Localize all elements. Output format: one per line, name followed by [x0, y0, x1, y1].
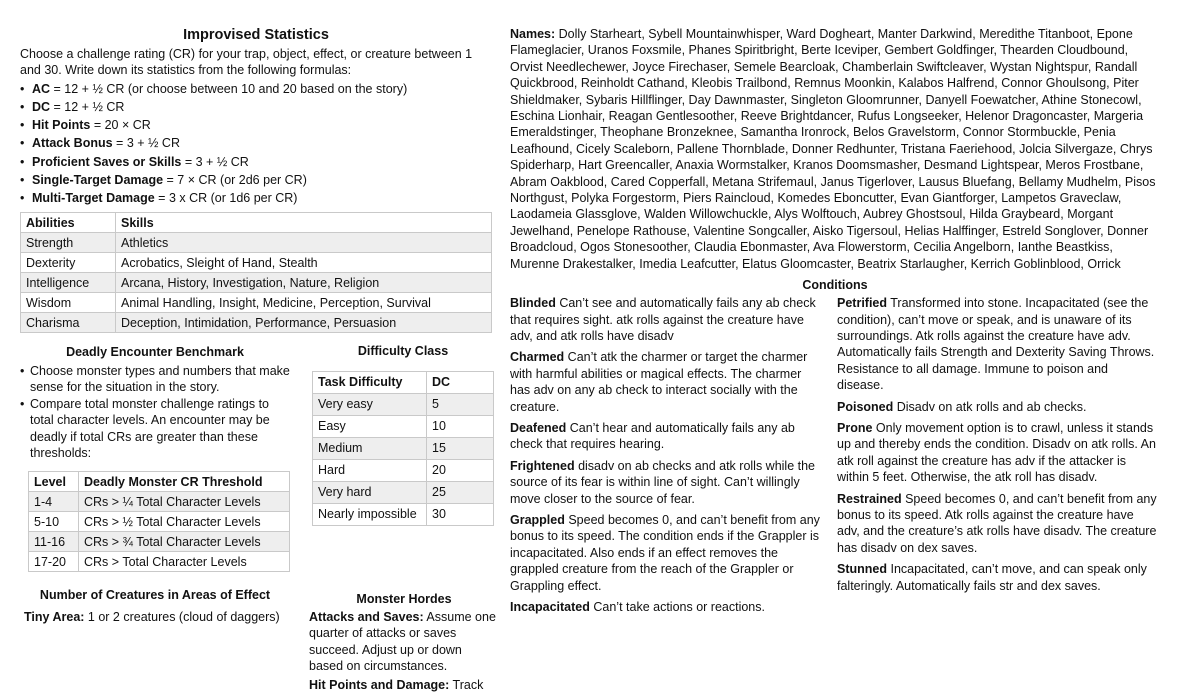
table-row: 1-4 CRs > ¼ Total Character Levels: [29, 492, 290, 512]
condition-item: Incapacitated Can’t take actions or reactions.: [510, 600, 765, 614]
benchmark-list: [20, 363, 290, 461]
condition-item: Deafened Can’t hear and automatically fails any ab check that requires hearing.: [510, 420, 795, 452]
formula-item: • Hit Points = 20 × CR: [20, 116, 492, 134]
right-column: [510, 0, 1160, 614]
table-row: Very easy 5: [313, 394, 494, 416]
table-row: Dexterity Acrobatics, Sleight of Hand, Stealth: [21, 253, 492, 273]
table-row: Strength Athletics: [21, 233, 492, 253]
condition-item: Prone Only movement option is to crawl, unless it stands up and thereby ends the condition. Disadv on atk rolls. An atk roll against the creature has adv if the attacker is within 5 feet. Otherwise, the atk roll has disadv.: [837, 420, 1156, 485]
page-title: Improvised Statistics: [183, 27, 329, 43]
hit-points-damage-text: Hit Points and Damage: Track: [309, 677, 484, 692]
section-title: Difficulty Class: [357, 344, 449, 358]
intro-text: Choose a challenge rating (CR) for your trap, object, effect, or creature between 1 and 30. Write down its statistics from the following formulas:: [20, 47, 473, 78]
table-row: 5-10 CRs > ½ Total Character Levels: [29, 512, 290, 532]
conditions-column-left: [510, 295, 822, 620]
table-row: Hard 20: [313, 460, 494, 482]
formula-list: [20, 80, 492, 207]
table-row: Wisdom Animal Handling, Insight, Medicine, Perception, Survival: [21, 293, 492, 313]
section-title: Monster Hordes: [356, 592, 452, 606]
formula-item: • Attack Bonus = 3 + ½ CR: [20, 134, 492, 152]
table-row: Very hard 25: [313, 482, 494, 504]
attacks-saves-text: Attacks and Saves: Assume one quarter of attacks or saves succeed. Adjust up or down based on circumstances.: [309, 610, 496, 674]
abilities-table: [20, 212, 492, 333]
left-column: [20, 0, 496, 692]
names-list: Names: Dolly Starheart, Sybell Mountainwhisper, Ward Dogheart, Manter Darkwind, Meredithe Titanboot, Epone Flameglacier, Uranos Foxsmile, Phanes Spiritbright, Berte Iceviper, Gembert Goldfinger, Thearden Cloudbound, Orvist Needlechewer, Joyce Firechaser, Semele Bearcloak, Chamberlain Swiftcleaver, Wystan Nightspur, Randall Quickbrood, Reinholdt Cathand, Kleobis Trailbond, Remnus Moonkin, Kalabos Halfrend, Connor Ghoulsong, Piter Shieldmaker, Sybaris Hillflinger, Day Dawnmaster, Singleton Gloomrunner, Danyell Foewatcher, Athine Stonecowl, Eschina Lionhair, Reagan Gentlesoother, Reeve Brightdancer, Rufus Longseeker, Helenor Dragoncaster, Margeria Emeraldstinger, Theophane Bronzeknee, Samantha Ironrock, Belos Gravelstorm, Connor Stormbuckle, Penia Leafhound, Cicely Scaleborn, Pallene Thornblade, Donner Redhunter, Tristana Faeriehood, Jolcia Silvergaze, Chrys Spiderharp, Hart Greencaller, Anaxia Wormstalker, Kranos Doomsmasher, Desmand Lightspear, Meros Frostbane, Abram Oakblood, Cared Copperfall, Metana Strifemaul, Janus Tigerlover, Lausus Bluefang, Bellamy Mudhelm, Pisos Northgust, Polyka Forgestorm, Piers Raincloud, Komedes Eboncutter, Evan Giantforger, Lampetos Graveclaw, Laodameia Glassglove, Walden Willowchuckle, Alys Wolftouch, Aubrey Ghostsoul, Hilda Graybeard, Morgant Jewelhand, Penelope Rathouse, Valentine Songcaller, Aisko Tigersoul, Helias Halffinger, Estreld Songlover, Donner Broadcloud, Ogos Stonesoother, Claudia Ebonmaster, Ava Flowerstorm, Cecilia Angelborn, Ianthe Beastkiss, Murenne Drakestalker, Imedia Leafcutter, Elatus Gloomcaster, Beatrix Starlaugher, Kerrich Goblinblood, Orrick: [510, 27, 1156, 271]
table-row: Intelligence Arcana, History, Investigation, Nature, Religion: [21, 273, 492, 293]
areas-of-effect-section: [20, 587, 290, 625]
formula-item: • Proficient Saves or Skills = 3 + ½ CR: [20, 153, 492, 171]
section-title: Number of Creatures in Areas of Effect: [39, 588, 271, 602]
table-header: Task Difficulty: [313, 372, 427, 394]
deadly-encounter-section: [20, 344, 290, 572]
formula-item: • Multi-Target Damage = 3 x CR (or 1d6 per CR): [20, 189, 492, 207]
formula-item: • Single-Target Damage = 7 × CR (or 2d6 per CR): [20, 171, 492, 189]
conditions-column-right: [837, 295, 1157, 599]
condition-item: Grappled Speed becomes 0, and can’t benefit from any bonus to its speed. The condition ends if the Grappler is incapacitated. Also ends if an effect removes the grappled creature from the reach of the Grappler or Grappling effect.: [510, 512, 820, 593]
condition-item: Blinded Can’t see and automatically fails any ab check that requires sight. atk rolls against the creature have adv, and atk rolls have disadv: [510, 296, 816, 343]
table-row: Easy 10: [313, 416, 494, 438]
formula-item: • AC = 12 + ½ CR (or choose between 10 and 20 based on the story): [20, 80, 492, 98]
list-item: • Choose monster types and numbers that make sense for the situation in the story.: [20, 363, 290, 396]
condition-item: Restrained Speed becomes 0, and can’t benefit from any bonus to its speed. Atk rolls against the creature have adv, and the creature’s atk rolls have disadv. The creature has disadv on dex saves.: [837, 491, 1157, 555]
table-row: Medium 15: [313, 438, 494, 460]
section-title: Deadly Encounter Benchmark: [66, 345, 244, 359]
difficulty-class-section: [312, 343, 494, 526]
table-header: Level: [29, 472, 79, 492]
tiny-area-text: Tiny Area: 1 or 2 creatures (cloud of daggers): [24, 610, 280, 624]
conditions-title: Conditions: [802, 278, 868, 293]
table-header: DC: [427, 372, 494, 394]
list-item: • Compare total monster challenge ratings to total character levels. An encounter may be deadly if total CRs are greater than these thresholds:: [20, 396, 290, 462]
condition-item: Charmed Can’t atk the charmer or target the charmer with harmful abilities or magical effects. The charmer has adv on any ab check to interact socially with the creature.: [510, 350, 808, 414]
difficulty-table: [312, 371, 494, 526]
formula-item: • DC = 12 + ½ CR: [20, 98, 492, 116]
table-row: 17-20 CRs > Total Character Levels: [29, 552, 290, 572]
table-row: Charisma Deception, Intimidation, Performance, Persuasion: [21, 313, 492, 333]
table-header: Abilities: [21, 213, 116, 233]
table-row: 11-16 CRs > ¾ Total Character Levels: [29, 532, 290, 552]
cr-threshold-table: [28, 471, 290, 572]
table-header: Skills: [116, 213, 492, 233]
condition-item: Stunned Incapacitated, can’t move, and can speak only falteringly. Automatically fails str and dex saves.: [837, 562, 1147, 593]
condition-item: Petrified Transformed into stone. Incapacitated (see the condition), can’t move or speak, and is unaware of its surroundings. Atk rolls against the creature have adv. Automatically fails Strength and Dexterity Saving Throws. Resistance to all damage. Immune to poison and disease.: [837, 296, 1155, 393]
table-header: Deadly Monster CR Threshold: [79, 472, 290, 492]
condition-item: Poisoned Disadv on atk rolls and ab checks.: [837, 399, 1087, 414]
monster-hordes-section: [309, 591, 499, 693]
condition-item: Frightened disadv on ab checks and atk rolls while the source of its fear is within line of sight. Can’t willingly move closer to the source of fear.: [510, 458, 816, 506]
table-row: Nearly impossible 30: [313, 504, 494, 526]
